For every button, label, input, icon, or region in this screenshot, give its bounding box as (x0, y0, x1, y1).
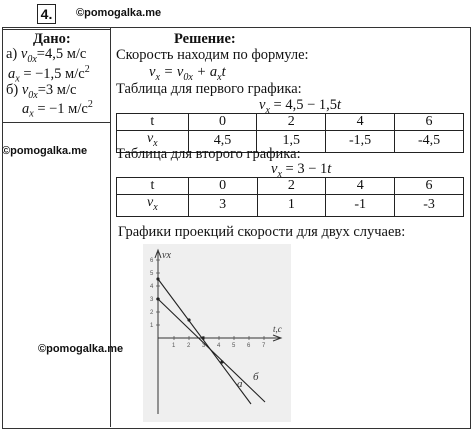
line-a-label: а (237, 378, 243, 390)
solution-title: Решение: (174, 31, 236, 47)
given-a-label: а) (6, 46, 18, 62)
y-tick-label: 4 (150, 284, 154, 290)
given-b-v0-value: 3 м/с (45, 82, 77, 98)
x-axis-label: t,c (273, 324, 282, 334)
table-cell: 2 (257, 178, 326, 195)
line-b-label: б (253, 371, 259, 383)
graph-paper (143, 244, 291, 422)
equation-2-text: = 3 − 1 (285, 161, 328, 177)
y-tick-label: 2 (150, 310, 154, 316)
table-cell: 2 (257, 114, 326, 131)
table1-caption: Таблица для первого графика: (116, 81, 302, 97)
equation-2: $v_x = 3 - 1t$ (271, 161, 332, 180)
given-a-v0-value: 4,5 м/с (44, 46, 87, 62)
table-cell: 6 (395, 178, 464, 195)
watermark-top: ©pomogalka.me (76, 7, 162, 19)
given-a-v0: а) $v_{0x}=4,5$ м/с (6, 46, 87, 65)
x-tick-label: 7 (262, 343, 266, 349)
x-tick-label: 4 (217, 343, 221, 349)
table-2-row-v (117, 195, 464, 217)
table-cell-vx: $v_x$ (117, 195, 189, 217)
table-cell: 6 (395, 114, 464, 131)
given-b-v0: б) $v_{0x}=3$ м/с (6, 82, 77, 101)
table-cell: -1,5 (326, 131, 395, 153)
table-2 (116, 177, 464, 217)
table-cell: 0 (188, 178, 257, 195)
table-cell: 0 (188, 114, 257, 131)
table-cell: -1 (326, 195, 395, 217)
x-tick-label: 6 (247, 343, 251, 349)
given-a-ax: $a_x = -1,5$ $м/с^2$ (8, 64, 90, 85)
table-cell: t (117, 178, 189, 195)
y-tick-label: 5 (150, 271, 154, 277)
equation-1: $v_x = 4,5 - 1,5t$ (259, 97, 342, 116)
table-cell: 4 (326, 114, 395, 131)
formula-intro: Скорость находим по формуле: (116, 47, 309, 63)
table-cell: -4,5 (395, 131, 464, 153)
table-cell: -3 (395, 195, 464, 217)
table2-caption: Таблица для второго графика: (116, 146, 301, 162)
given-b-ax: $a_x = -1$ $м/с^2$ (22, 99, 93, 120)
y-tick-label: 1 (150, 323, 154, 329)
given-a-ax-value: = −1,5 м/с (23, 65, 85, 82)
velocity-formula: $v_x = v_{0x} + a_xt$ (149, 64, 226, 83)
table-1-row-t (117, 114, 464, 131)
table-cell-vx: $v_x$ (117, 131, 189, 153)
problem-number: 4. (37, 4, 56, 24)
given-b-ax-value: = −1 м/с (37, 100, 88, 117)
given-top-rule (3, 29, 110, 30)
y-axis-label: vx (162, 250, 171, 261)
y-tick-label: 3 (150, 297, 154, 303)
column-divider (110, 27, 111, 427)
table-cell: 1,5 (257, 131, 326, 153)
given-bottom-rule (3, 122, 110, 123)
y-tick-label: 6 (150, 258, 154, 264)
velocity-graph (143, 244, 291, 422)
table-cell: 4,5 (188, 131, 257, 153)
given-b-label: б) (6, 82, 19, 98)
watermark-middle: ©pomogalka.me (2, 145, 88, 157)
graph-caption: Графики проекций скорости для двух случаев: (118, 224, 406, 240)
given-title: Дано: (33, 31, 71, 47)
x-tick-label: 5 (232, 343, 236, 349)
equation-1-text: = 4,5 − 1,5 (273, 97, 337, 113)
watermark-bottom: ©pomogalka.me (38, 343, 124, 355)
table-cell: 3 (188, 195, 257, 217)
x-tick-label: 1 (172, 343, 176, 349)
table-2-row-t (117, 178, 464, 195)
table-cell: 4 (326, 178, 395, 195)
x-tick-label: 3 (202, 343, 206, 349)
table-cell: 1 (257, 195, 326, 217)
x-tick-label: 2 (187, 343, 191, 349)
table-cell: t (117, 114, 189, 131)
